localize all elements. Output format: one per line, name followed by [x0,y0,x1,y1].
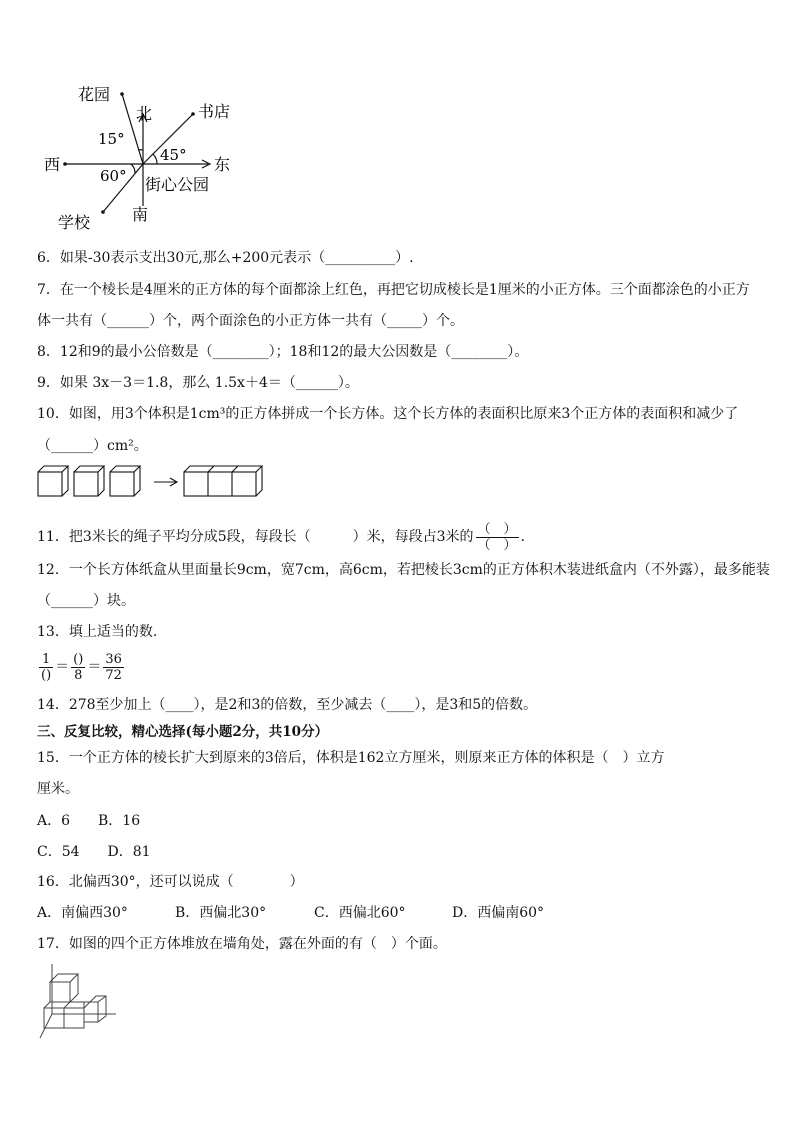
question-12-line-1: 12．一个长方体纸盒从里面量长9cm，宽7cm，高6cm，若把棱长3cm的正方体积木装进纸盒内（不外露），最多能装 [37,562,770,578]
question-12-line-2: （______）块。 [37,593,135,609]
south-label: 南 [132,205,149,224]
section-3-heading: 三、反复比较，精心选择(每小题2分，共10分） [37,724,329,740]
north-label: 北 [136,104,153,123]
question-10-line-2: （______）cm²。 [37,438,148,454]
garden-label: 花园 [78,85,111,104]
question-16-option-d: D．西偏南60° [452,905,545,921]
question-7-line-2: 体一共有（______）个，两个面涂色的小正方体一共有（_____）个。 [37,313,464,329]
question-15-line-2: 厘米。 [37,781,79,797]
question-6: 6．如果-30表示支出30元,那么+200元表示（__________）. [37,250,414,266]
question-15-line-1: 15．一个正方体的棱长扩大到原来的3倍后，体积是162立方厘米，则原来正方体的体积是（ ）立方 [37,750,665,766]
question-7-line-1: 7．在一个棱长是4厘米的正方体的每个面都涂上红色，再把它切成棱长是1厘米的小正方体。三个面都涂色的小正方 [37,282,750,298]
east-label: 东 [214,155,231,174]
stacked-cubes-figure [36,962,126,1042]
question-10-line-1: 10．如图，用3个体积是1cm³的正方体拼成一个长方体。这个长方体的表面积比原来3个正方体的表面积和减少了 [37,406,739,422]
question-15-options-cd: C．54 D．81 [37,844,151,860]
fraction-1: $\frac{1}{()}$ [41,651,52,683]
fraction-blank: $\frac{( )}{( )}$ [477,521,517,553]
question-17: 17．如图的四个正方体堆放在墙角处，露在外面的有（ ）个面。 [37,936,447,952]
angle-45-label: 45° [160,146,187,164]
compass-diagram [40,84,250,234]
question-15-options-ab: A．6 B．16 [37,813,141,829]
question-8: 8．12和9的最小公倍数是（________）；18和12的最大公因数是（________）。 [37,344,529,360]
question-11: 11．把3米长的绳子平均分成5段，每段长（ ）米，每段占3米的 $\frac{( )}{( )}$ . [37,521,526,553]
question-13: 13．填上适当的数. [37,624,158,640]
question-16: 16．北偏西30°，还可以说成（ ） [37,874,304,890]
school-label: 学校 [58,213,91,232]
question-16-option-a: A．南偏西30° [37,905,128,921]
question-13-fractions: $\frac{1}{()}$ ＝ $\frac{()}{8}$ ＝ $\frac{36}{72}$ [41,651,122,683]
angle-15-label: 15° [98,130,125,148]
park-label: 街心公园 [145,175,210,194]
question-14: 14．278至少加上（____），是2和3的倍数，至少减去（____），是3和5的倍数。 [37,697,538,713]
question-16-option-c: C．西偏北60° [314,905,406,921]
cubes-figure [36,462,276,500]
angle-60-label: 60° [100,167,127,185]
bookstore-label: 书店 [198,102,231,121]
west-label: 西 [44,155,61,174]
fraction-3: $\frac{36}{72}$ [105,651,122,683]
question-9: 9．如果 3x－3＝1.8，那么 1.5x＋4＝（______）。 [37,375,359,391]
fraction-2: $\frac{()}{8}$ [73,651,84,683]
question-16-option-b: B．西偏北30° [175,905,267,921]
